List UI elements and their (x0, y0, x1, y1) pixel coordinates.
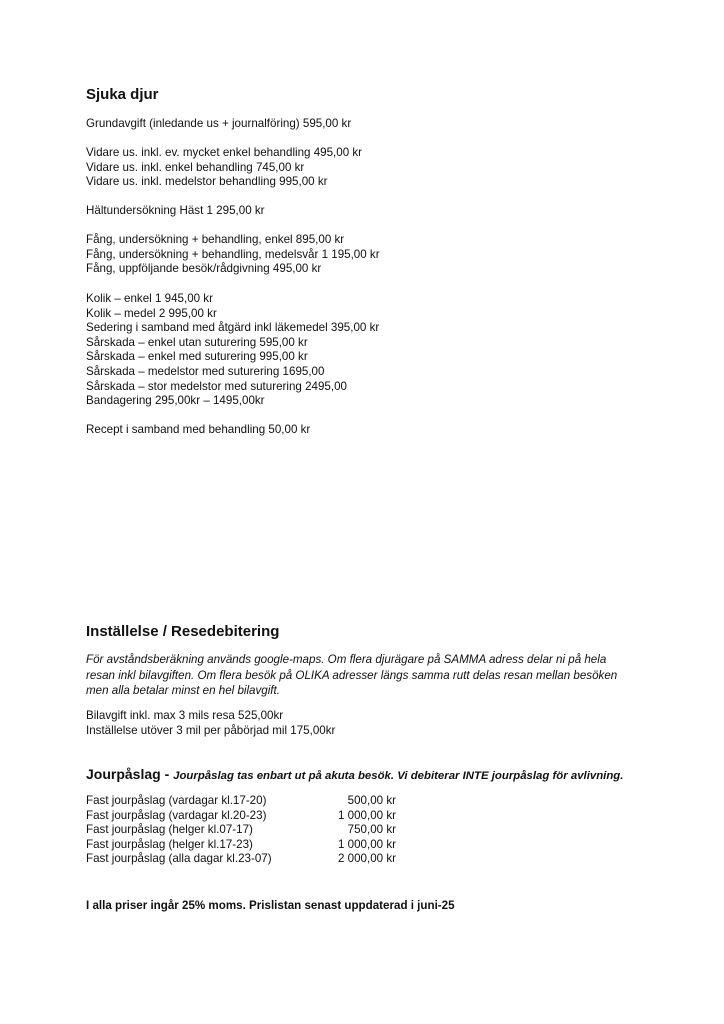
section-heading-on-call: Jourpåslag - (86, 766, 174, 782)
on-call-label: Fast jourpåslag (vardagar kl.20-23) (86, 808, 267, 822)
table-row (86, 852, 396, 867)
on-call-amount: 750,00 kr (347, 823, 396, 837)
table-row (86, 823, 396, 838)
travel-note-line: resan inkl bilavgiften. Om flera besök på OLIKA adresser längs samma rutt delas resan mellan besöken (86, 668, 618, 682)
price-group-base (86, 117, 351, 132)
price-group-lameness (86, 204, 265, 219)
price-line: Grundavgift (inledande us + journalföring) 595,00 kr (86, 117, 352, 130)
on-call-label: Fast jourpåslag (helger kl.07-17) (86, 823, 253, 837)
price-line: Fång, undersökning + behandling, enkel 895,00 kr (86, 233, 345, 246)
price-line: Kolik – medel 2 995,00 kr (86, 306, 217, 320)
table-row (86, 794, 396, 809)
on-call-table (86, 794, 396, 867)
price-line: Kolik – enkel 1 945,00 kr (86, 292, 213, 305)
price-group-examination (86, 146, 362, 190)
price-line: Inställelse utöver 3 mil per påbörjad mil 175,00kr (86, 723, 336, 737)
on-call-amount: 1 000,00 kr (337, 808, 396, 822)
price-line: Sårskada – enkel med suturering 995,00 kr (86, 350, 308, 364)
on-call-amount: 2 000,00 kr (337, 852, 396, 866)
price-line: Fång, undersökning + behandling, medelsvår 1 195,00 kr (86, 247, 380, 261)
section-heading-travel: Inställelse / Resedebitering (86, 623, 280, 640)
vat-footer-note: I alla priser ingår 25% moms. Prislistan senast uppdaterad i juni-25 (86, 899, 455, 912)
section-heading-sick-animals: Sjuka djur (86, 86, 159, 103)
travel-prices (86, 709, 335, 738)
price-line: Sårskada – enkel utan suturering 595,00 kr (86, 335, 308, 349)
on-call-heading-row (86, 766, 623, 784)
price-line: Sårskada – medelstor med suturering 1695,00 (86, 364, 325, 378)
on-call-label: Fast jourpåslag (alla dagar kl.23-07) (86, 852, 272, 866)
on-call-label: Fast jourpåslag (helger kl.17-23) (86, 837, 253, 851)
price-group-laminitis (86, 233, 380, 277)
price-line: Vidare us. inkl. medelstor behandling 995,00 kr (86, 175, 328, 189)
travel-note-line: För avståndsberäkning används google-maps. Om flera djurägare på SAMMA adress delar ni på hela (86, 653, 607, 666)
price-line: Bilavgift inkl. max 3 mils resa 525,00kr (86, 709, 284, 722)
on-call-label: Fast jourpåslag (vardagar kl.17-20) (86, 794, 267, 807)
price-line: Sårskada – stor medelstor med suturering 2495,00 (86, 379, 348, 393)
price-group-prescription (86, 423, 310, 438)
price-line: Vidare us. inkl. ev. mycket enkel behandling 495,00 kr (86, 146, 363, 159)
price-line: Recept i samband med behandling 50,00 kr (86, 423, 311, 436)
price-line: Bandagering 295,00kr – 1495,00kr (86, 394, 265, 408)
on-call-note: Jourpåslag tas enbart ut på akuta besök. Vi debiterar INTE jourpåslag för avlivning. (173, 770, 624, 782)
table-row (86, 809, 396, 824)
travel-note (86, 652, 617, 699)
price-line: Hältundersökning Häst 1 295,00 kr (86, 204, 265, 217)
price-group-colic-wounds (86, 292, 379, 409)
price-line: Sedering i samband med åtgärd inkl läkemedel 395,00 kr (86, 321, 380, 335)
price-line: Fång, uppföljande besök/rådgivning 495,00 kr (86, 262, 322, 276)
travel-note-line: men alla betalar minst en hel bilavgift. (86, 684, 280, 697)
on-call-amount: 500,00 kr (347, 794, 396, 807)
table-row (86, 838, 396, 853)
price-line: Vidare us. inkl. enkel behandling 745,00 kr (86, 160, 305, 174)
on-call-amount: 1 000,00 kr (337, 837, 396, 851)
